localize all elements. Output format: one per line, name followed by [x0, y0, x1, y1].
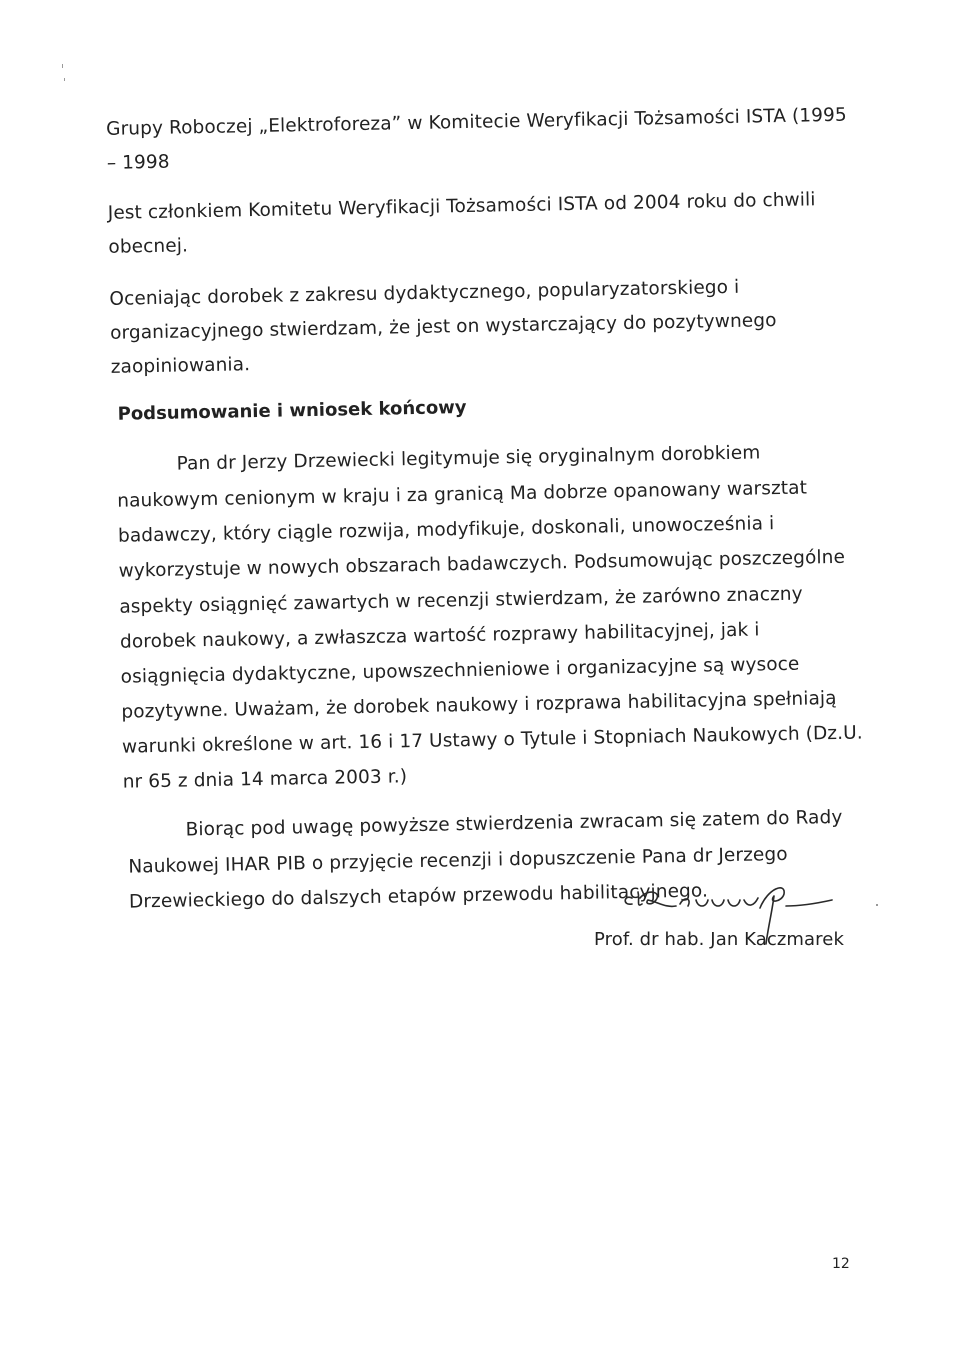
scan-speck — [876, 904, 878, 906]
text-line: wykorzystuje w nowych obszarach badawczych. Podsumowując poszczególne — [118, 546, 846, 582]
text-line: Naukowej IHAR PIB o przyjęcie recenzji i dopuszczenie Pana dr Jerzego — [128, 843, 788, 878]
signatory-name: Prof. dr hab. Jan Kaczmarek — [594, 929, 844, 950]
text-line: warunki określone w art. 16 i 17 Ustawy o Tytule i Stopniach Naukowych (Dz.U. — [121, 722, 863, 758]
text-line: aspekty osiągnięć zawartych w recenzji stwierdzam, że zarówno znaczny — [119, 583, 803, 618]
text-line: Jest członkiem Komitetu Weryfikacji Tożsamości ISTA od 2004 roku do chwili — [107, 189, 816, 224]
text-line: obecnej. — [108, 235, 189, 258]
text-line: badawczy, który ciągle rozwija, modyfikuje, doskonali, unowocześnia i — [117, 513, 775, 547]
text-line: Grupy Roboczej „Elektroforeza” w Komitecie Weryfikacji Tożsamości ISTA (1995 — [105, 104, 847, 140]
text-line: organizacyjnego stwierdzam, że jest on wystarczający do pozytywnego — [109, 310, 777, 344]
text-line: – 1998 — [106, 151, 170, 174]
text-line: osiągnięcia dydaktyczne, upowszechnieniowe i organizacyjne są wysoce — [120, 653, 800, 688]
text-line: Pan dr Jerzy Drzewiecki legitymuje się oryginalnym dorobkiem — [176, 442, 761, 475]
page-number: 12 — [832, 1256, 850, 1272]
text-line: nr 65 z dnia 14 marca 2003 r.) — [122, 766, 408, 793]
text-line: Drzewieckiego do dalszych etapów przewodu habilitacyjnego. — [128, 880, 709, 913]
text-line: Oceniając dorobek z zakresu dydaktycznego, popularyzatorskiego i — [109, 276, 740, 310]
scan-speck — [64, 78, 65, 81]
text-line: zaopiniowania. — [110, 354, 251, 378]
text-line: Biorąc pod uwagę powyższe stwierdzenia zwracam się zatem do Rady — [185, 806, 843, 841]
text-line: dorobek naukowy, a zwłaszcza wartość rozprawy habilitacyjnej, jak i — [119, 619, 760, 653]
scan-speck — [62, 64, 63, 68]
text-line: pozytywne. Uważam, że dorobek naukowy i rozprawa habilitacyjna spełniają — [121, 687, 837, 723]
text-line: naukowym cenionym w kraju i za granicą Ma dobrze opanowany warsztat — [117, 477, 808, 512]
section-heading: Podsumowanie i wniosek końcowy — [117, 397, 467, 425]
